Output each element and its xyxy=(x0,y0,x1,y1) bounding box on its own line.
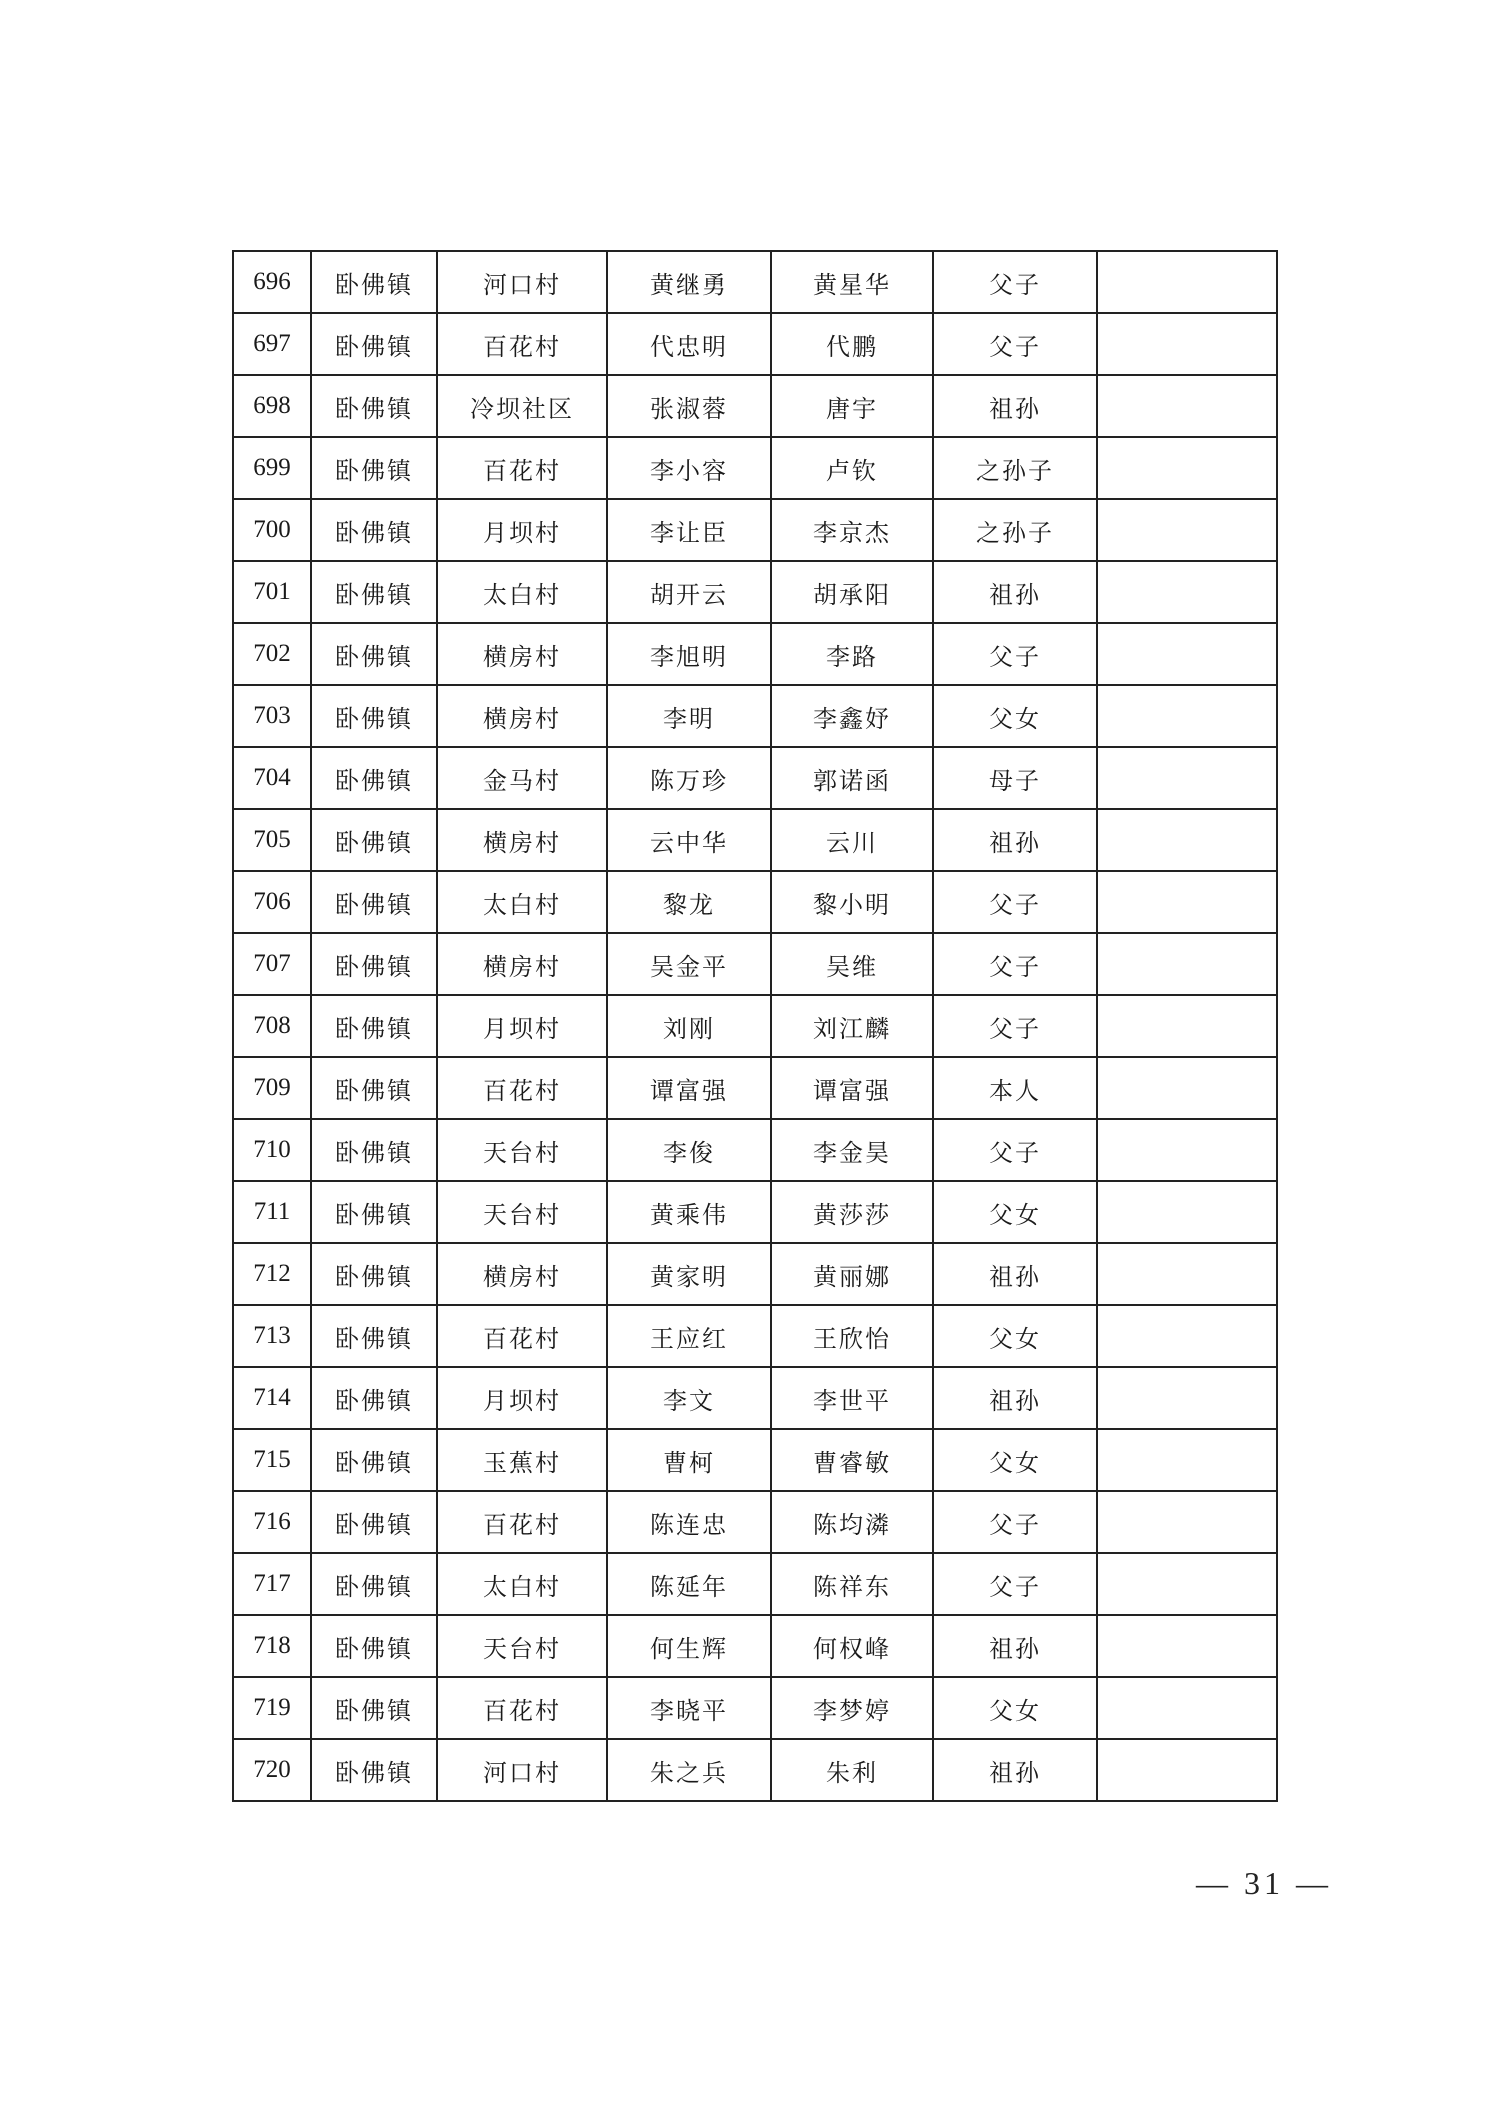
row-number: 707 xyxy=(233,933,311,995)
applicant-name-cell: 曹柯 xyxy=(607,1429,771,1491)
village-cell: 横房村 xyxy=(437,809,607,871)
applicant-name-cell: 代忠明 xyxy=(607,313,771,375)
row-number: 709 xyxy=(233,1057,311,1119)
related-name-cell: 代鹏 xyxy=(771,313,933,375)
note-cell xyxy=(1097,437,1277,499)
town-cell: 卧佛镇 xyxy=(311,995,437,1057)
village-cell: 百花村 xyxy=(437,1491,607,1553)
relation-cell: 父女 xyxy=(933,1305,1097,1367)
town-cell: 卧佛镇 xyxy=(311,1739,437,1801)
related-name-cell: 李京杰 xyxy=(771,499,933,561)
village-cell: 百花村 xyxy=(437,1677,607,1739)
row-number: 716 xyxy=(233,1491,311,1553)
village-cell: 天台村 xyxy=(437,1615,607,1677)
applicant-name-cell: 胡开云 xyxy=(607,561,771,623)
note-cell xyxy=(1097,1119,1277,1181)
applicant-name-cell: 黎龙 xyxy=(607,871,771,933)
town-cell: 卧佛镇 xyxy=(311,251,437,313)
town-cell: 卧佛镇 xyxy=(311,809,437,871)
town-cell: 卧佛镇 xyxy=(311,933,437,995)
town-cell: 卧佛镇 xyxy=(311,1553,437,1615)
related-name-cell: 吴维 xyxy=(771,933,933,995)
note-cell xyxy=(1097,933,1277,995)
row-number: 720 xyxy=(233,1739,311,1801)
town-cell: 卧佛镇 xyxy=(311,1057,437,1119)
applicant-name-cell: 谭富强 xyxy=(607,1057,771,1119)
roster-table-body xyxy=(233,251,1277,1801)
village-cell: 横房村 xyxy=(437,1243,607,1305)
table-row xyxy=(233,561,1277,623)
relation-cell: 父子 xyxy=(933,1119,1097,1181)
village-cell: 百花村 xyxy=(437,437,607,499)
relation-cell: 父子 xyxy=(933,871,1097,933)
relation-cell: 本人 xyxy=(933,1057,1097,1119)
applicant-name-cell: 李俊 xyxy=(607,1119,771,1181)
village-cell: 月坝村 xyxy=(437,1367,607,1429)
table-row xyxy=(233,313,1277,375)
related-name-cell: 王欣怡 xyxy=(771,1305,933,1367)
related-name-cell: 李世平 xyxy=(771,1367,933,1429)
relation-cell: 父女 xyxy=(933,1429,1097,1491)
town-cell: 卧佛镇 xyxy=(311,1367,437,1429)
relation-cell: 父子 xyxy=(933,933,1097,995)
row-number: 708 xyxy=(233,995,311,1057)
related-name-cell: 黄星华 xyxy=(771,251,933,313)
note-cell xyxy=(1097,995,1277,1057)
village-cell: 太白村 xyxy=(437,871,607,933)
row-number: 702 xyxy=(233,623,311,685)
row-number: 704 xyxy=(233,747,311,809)
relation-cell: 祖孙 xyxy=(933,1367,1097,1429)
village-cell: 太白村 xyxy=(437,561,607,623)
table-row xyxy=(233,375,1277,437)
related-name-cell: 黄丽娜 xyxy=(771,1243,933,1305)
village-cell: 金马村 xyxy=(437,747,607,809)
related-name-cell: 胡承阳 xyxy=(771,561,933,623)
relation-cell: 父女 xyxy=(933,1181,1097,1243)
table-row xyxy=(233,1057,1277,1119)
table-row xyxy=(233,437,1277,499)
relation-cell: 之孙子 xyxy=(933,437,1097,499)
town-cell: 卧佛镇 xyxy=(311,1615,437,1677)
town-cell: 卧佛镇 xyxy=(311,375,437,437)
note-cell xyxy=(1097,1243,1277,1305)
town-cell: 卧佛镇 xyxy=(311,1429,437,1491)
row-number: 698 xyxy=(233,375,311,437)
table-row xyxy=(233,871,1277,933)
note-cell xyxy=(1097,375,1277,437)
note-cell xyxy=(1097,1305,1277,1367)
relation-cell: 父女 xyxy=(933,685,1097,747)
applicant-name-cell: 王应红 xyxy=(607,1305,771,1367)
row-number: 705 xyxy=(233,809,311,871)
relation-cell: 父子 xyxy=(933,623,1097,685)
village-cell: 百花村 xyxy=(437,1305,607,1367)
related-name-cell: 朱利 xyxy=(771,1739,933,1801)
relation-cell: 父女 xyxy=(933,1677,1097,1739)
row-number: 715 xyxy=(233,1429,311,1491)
village-cell: 横房村 xyxy=(437,933,607,995)
relation-cell: 父子 xyxy=(933,313,1097,375)
related-name-cell: 刘江麟 xyxy=(771,995,933,1057)
note-cell xyxy=(1097,1739,1277,1801)
applicant-name-cell: 李小容 xyxy=(607,437,771,499)
note-cell xyxy=(1097,871,1277,933)
note-cell xyxy=(1097,685,1277,747)
related-name-cell: 李梦婷 xyxy=(771,1677,933,1739)
row-number: 719 xyxy=(233,1677,311,1739)
table-row xyxy=(233,1305,1277,1367)
table-row xyxy=(233,1491,1277,1553)
relation-cell: 父子 xyxy=(933,251,1097,313)
note-cell xyxy=(1097,1429,1277,1491)
village-cell: 百花村 xyxy=(437,313,607,375)
note-cell xyxy=(1097,809,1277,871)
town-cell: 卧佛镇 xyxy=(311,437,437,499)
applicant-name-cell: 张淑蓉 xyxy=(607,375,771,437)
table-row xyxy=(233,1677,1277,1739)
table-row xyxy=(233,499,1277,561)
row-number: 706 xyxy=(233,871,311,933)
village-cell: 玉蕉村 xyxy=(437,1429,607,1491)
related-name-cell: 郭诺函 xyxy=(771,747,933,809)
table-row xyxy=(233,1367,1277,1429)
table-row xyxy=(233,1429,1277,1491)
related-name-cell: 李金昊 xyxy=(771,1119,933,1181)
note-cell xyxy=(1097,1553,1277,1615)
table-row xyxy=(233,1739,1277,1801)
village-cell: 月坝村 xyxy=(437,499,607,561)
table-row xyxy=(233,1243,1277,1305)
table-row xyxy=(233,933,1277,995)
note-cell xyxy=(1097,1677,1277,1739)
related-name-cell: 唐宇 xyxy=(771,375,933,437)
related-name-cell: 曹睿敏 xyxy=(771,1429,933,1491)
note-cell xyxy=(1097,1057,1277,1119)
relation-cell: 父子 xyxy=(933,1553,1097,1615)
note-cell xyxy=(1097,1181,1277,1243)
applicant-name-cell: 李让臣 xyxy=(607,499,771,561)
note-cell xyxy=(1097,1491,1277,1553)
village-cell: 天台村 xyxy=(437,1119,607,1181)
row-number: 701 xyxy=(233,561,311,623)
roster-table xyxy=(232,250,1278,1802)
row-number: 699 xyxy=(233,437,311,499)
related-name-cell: 黄莎莎 xyxy=(771,1181,933,1243)
applicant-name-cell: 刘刚 xyxy=(607,995,771,1057)
row-number: 712 xyxy=(233,1243,311,1305)
table-row xyxy=(233,1615,1277,1677)
note-cell xyxy=(1097,561,1277,623)
note-cell xyxy=(1097,623,1277,685)
row-number: 713 xyxy=(233,1305,311,1367)
related-name-cell: 谭富强 xyxy=(771,1057,933,1119)
table-row xyxy=(233,1553,1277,1615)
town-cell: 卧佛镇 xyxy=(311,561,437,623)
town-cell: 卧佛镇 xyxy=(311,1119,437,1181)
page-number: — 31 — xyxy=(1196,1865,1332,1901)
row-number: 717 xyxy=(233,1553,311,1615)
relation-cell: 父子 xyxy=(933,1491,1097,1553)
town-cell: 卧佛镇 xyxy=(311,1677,437,1739)
table-row xyxy=(233,809,1277,871)
town-cell: 卧佛镇 xyxy=(311,871,437,933)
relation-cell: 之孙子 xyxy=(933,499,1097,561)
row-number: 714 xyxy=(233,1367,311,1429)
relation-cell: 祖孙 xyxy=(933,809,1097,871)
related-name-cell: 云川 xyxy=(771,809,933,871)
note-cell xyxy=(1097,499,1277,561)
related-name-cell: 黎小明 xyxy=(771,871,933,933)
applicant-name-cell: 陈万珍 xyxy=(607,747,771,809)
table-row xyxy=(233,623,1277,685)
relation-cell: 父子 xyxy=(933,995,1097,1057)
note-cell xyxy=(1097,251,1277,313)
note-cell xyxy=(1097,313,1277,375)
village-cell: 横房村 xyxy=(437,623,607,685)
table-row xyxy=(233,747,1277,809)
town-cell: 卧佛镇 xyxy=(311,1181,437,1243)
town-cell: 卧佛镇 xyxy=(311,1243,437,1305)
village-cell: 月坝村 xyxy=(437,995,607,1057)
note-cell xyxy=(1097,1615,1277,1677)
relation-cell: 祖孙 xyxy=(933,1739,1097,1801)
related-name-cell: 卢钦 xyxy=(771,437,933,499)
village-cell: 太白村 xyxy=(437,1553,607,1615)
note-cell xyxy=(1097,747,1277,809)
row-number: 710 xyxy=(233,1119,311,1181)
village-cell: 百花村 xyxy=(437,1057,607,1119)
applicant-name-cell: 李文 xyxy=(607,1367,771,1429)
relation-cell: 母子 xyxy=(933,747,1097,809)
applicant-name-cell: 陈延年 xyxy=(607,1553,771,1615)
village-cell: 河口村 xyxy=(437,1739,607,1801)
town-cell: 卧佛镇 xyxy=(311,1491,437,1553)
related-name-cell: 李路 xyxy=(771,623,933,685)
village-cell: 冷坝社区 xyxy=(437,375,607,437)
applicant-name-cell: 何生辉 xyxy=(607,1615,771,1677)
town-cell: 卧佛镇 xyxy=(311,499,437,561)
applicant-name-cell: 吴金平 xyxy=(607,933,771,995)
town-cell: 卧佛镇 xyxy=(311,313,437,375)
row-number: 696 xyxy=(233,251,311,313)
related-name-cell: 陈均潾 xyxy=(771,1491,933,1553)
table-row xyxy=(233,995,1277,1057)
applicant-name-cell: 李明 xyxy=(607,685,771,747)
relation-cell: 祖孙 xyxy=(933,1615,1097,1677)
applicant-name-cell: 陈连忠 xyxy=(607,1491,771,1553)
relation-cell: 祖孙 xyxy=(933,375,1097,437)
village-cell: 天台村 xyxy=(437,1181,607,1243)
row-number: 697 xyxy=(233,313,311,375)
applicant-name-cell: 李晓平 xyxy=(607,1677,771,1739)
town-cell: 卧佛镇 xyxy=(311,1305,437,1367)
town-cell: 卧佛镇 xyxy=(311,685,437,747)
related-name-cell: 陈祥东 xyxy=(771,1553,933,1615)
applicant-name-cell: 朱之兵 xyxy=(607,1739,771,1801)
town-cell: 卧佛镇 xyxy=(311,747,437,809)
row-number: 703 xyxy=(233,685,311,747)
relation-cell: 祖孙 xyxy=(933,1243,1097,1305)
table-row xyxy=(233,1181,1277,1243)
table-row xyxy=(233,251,1277,313)
applicant-name-cell: 黄继勇 xyxy=(607,251,771,313)
applicant-name-cell: 黄乘伟 xyxy=(607,1181,771,1243)
row-number: 718 xyxy=(233,1615,311,1677)
table-row xyxy=(233,1119,1277,1181)
row-number: 700 xyxy=(233,499,311,561)
row-number: 711 xyxy=(233,1181,311,1243)
related-name-cell: 何权峰 xyxy=(771,1615,933,1677)
town-cell: 卧佛镇 xyxy=(311,623,437,685)
village-cell: 横房村 xyxy=(437,685,607,747)
applicant-name-cell: 黄家明 xyxy=(607,1243,771,1305)
relation-cell: 祖孙 xyxy=(933,561,1097,623)
table-row xyxy=(233,685,1277,747)
applicant-name-cell: 云中华 xyxy=(607,809,771,871)
note-cell xyxy=(1097,1367,1277,1429)
applicant-name-cell: 李旭明 xyxy=(607,623,771,685)
village-cell: 河口村 xyxy=(437,251,607,313)
related-name-cell: 李鑫妤 xyxy=(771,685,933,747)
